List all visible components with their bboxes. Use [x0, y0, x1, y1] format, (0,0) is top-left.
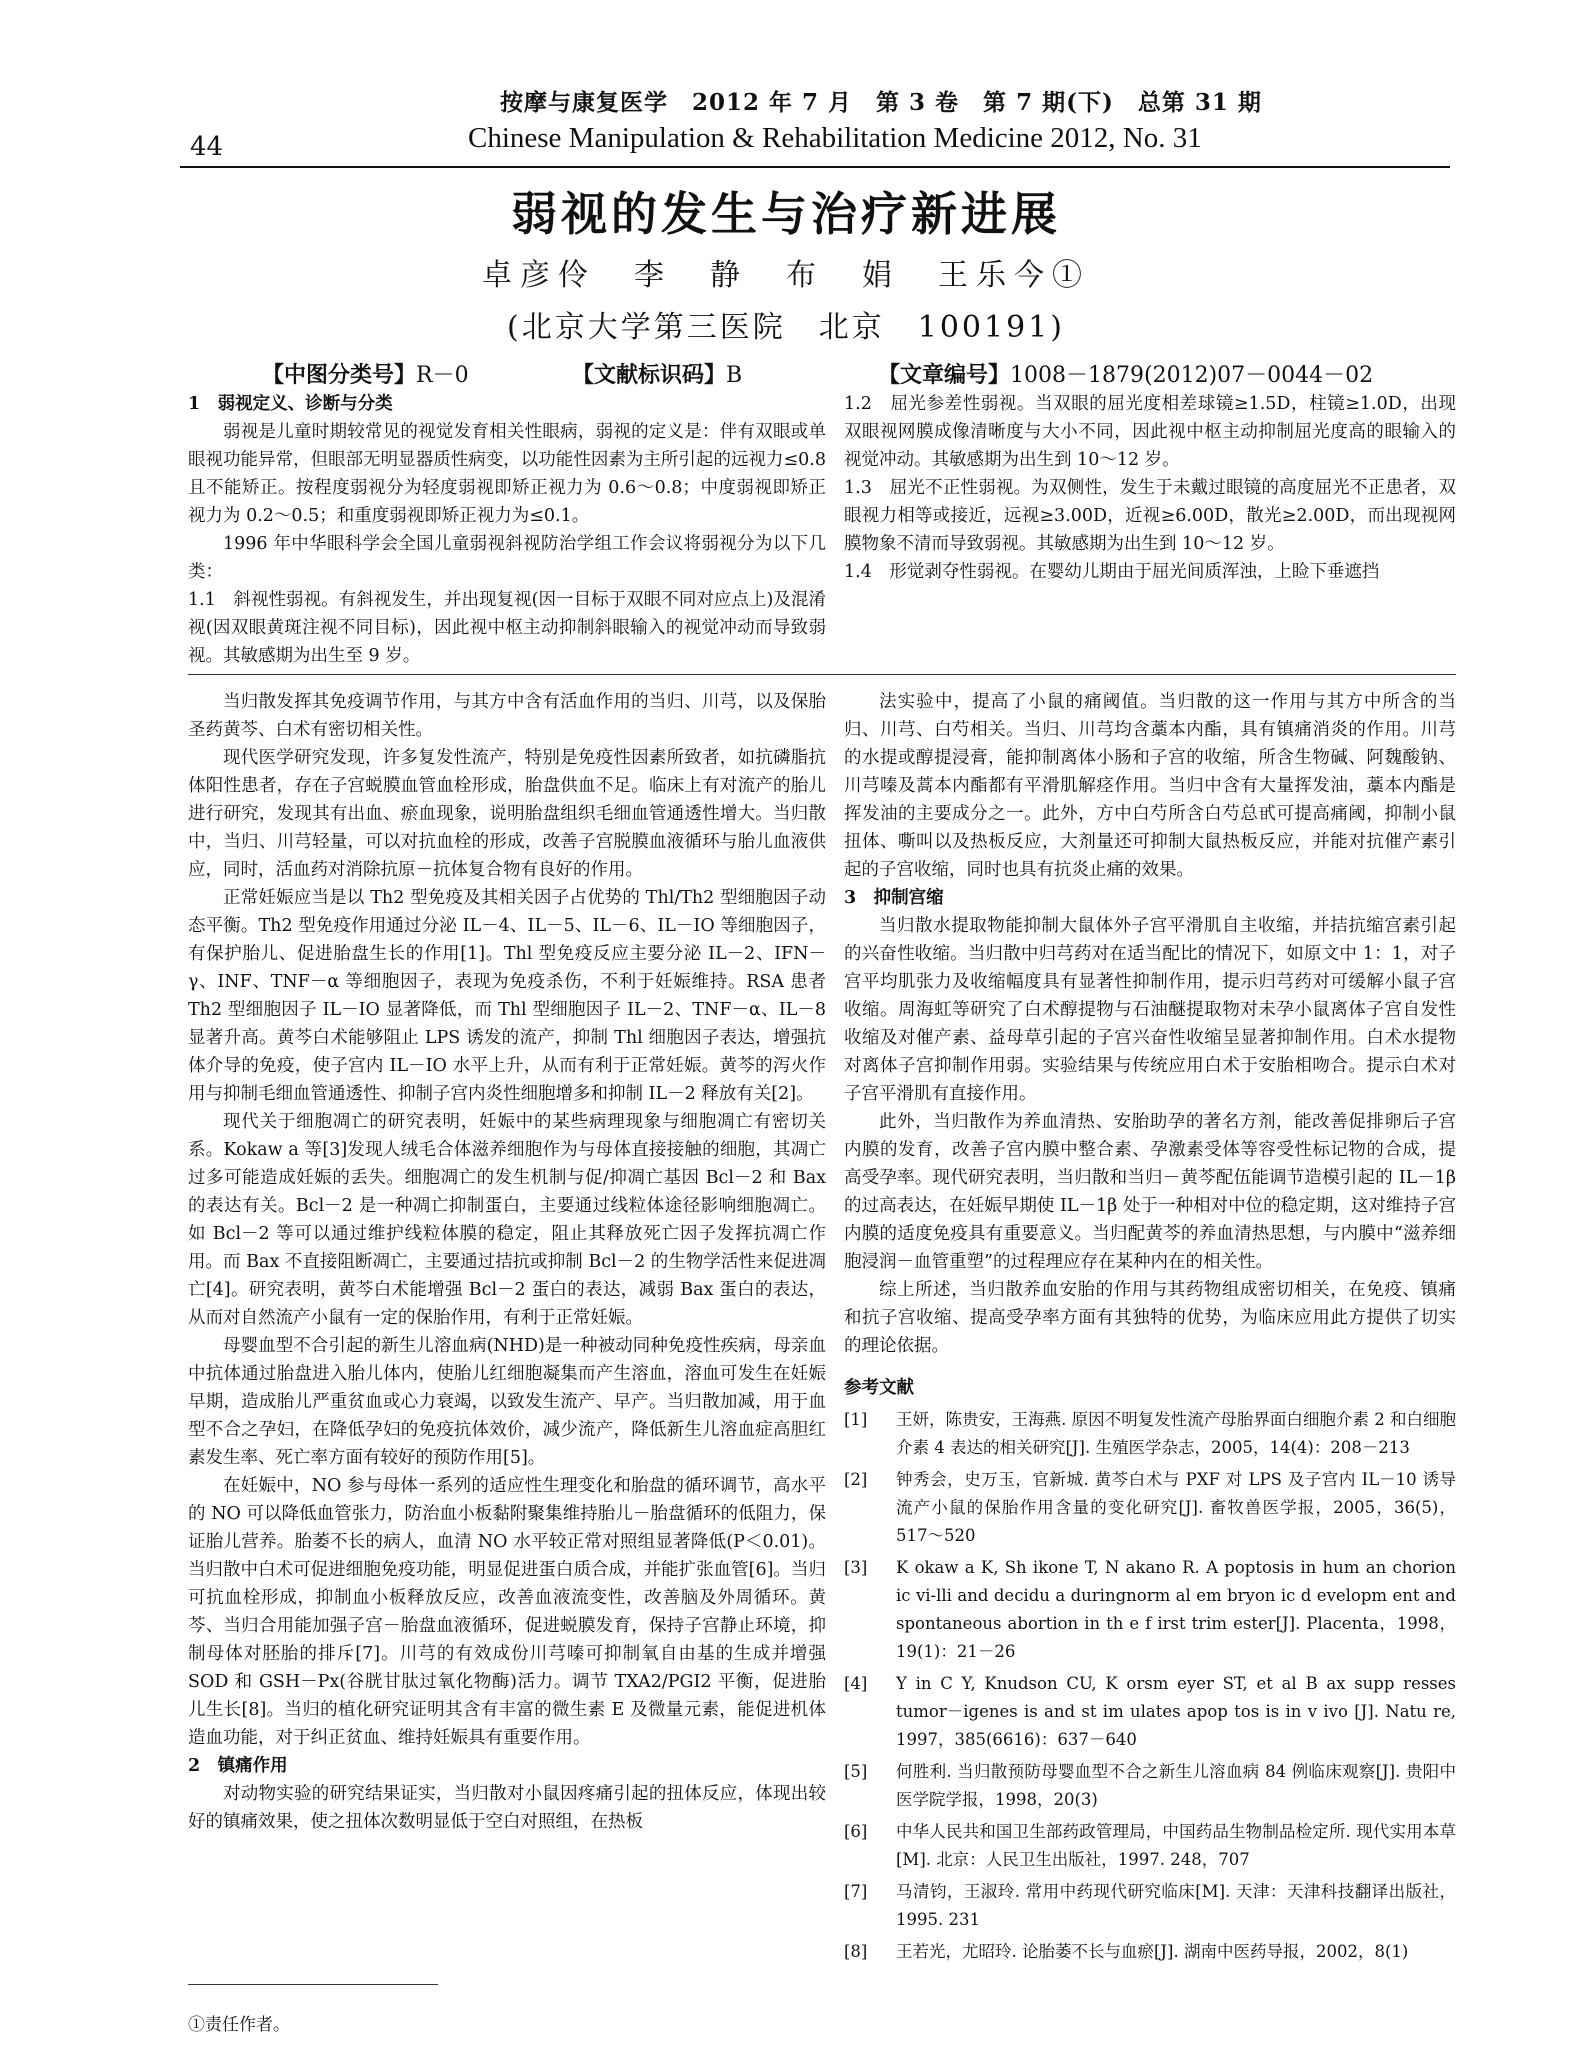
- paragraph: 1.3 屈光不正性弱视。为双侧性，发生于未戴过眼镜的高度屈光不正患者，双眼视力相等或接近，远视≥3.00D，近视≥6.00D，散光≥2.00D，而出现视网膜物象不清而导致弱视。其敏感期为出生到 10～12 岁。: [844, 478, 1456, 554]
- footnote: ①责任作者。: [188, 2015, 290, 2035]
- section-heading: 3 抑制宫缩: [844, 888, 944, 908]
- paragraph: 当归散发挥其免疫调节作用，与其方中含有活血作用的当归、川芎，以及保胎圣药黄芩、白术有密切相关性。: [188, 692, 826, 740]
- reference-item: [844, 1758, 1456, 1814]
- reference-text: 王妍，陈贵安，王海燕. 原因不明复发性流产母胎界面白细胞介素 2 和白细胞介素 4 表达的相关研究[J]. 生殖医学杂志，2005，14(4)：208－213: [896, 1410, 1456, 1457]
- references-list: [844, 1406, 1456, 1966]
- paragraph: 法实验中，提高了小鼠的痛阈值。当归散的这一作用与其方中所含的当归、川芎、白芍相关。当归、川芎均含藁本内酯，具有镇痛消炎的作用。川芎的水提或醇提浸膏，能抑制离体小肠和子宫的收缩，所含生物碱、阿魏酸钠、川芎嗪及蒿本内酯都有平滑肌解痉作用。当归中含有大量挥发油，藁本内酯是挥发油的主要成分之一。此外，方中白芍所含白芍总甙可提高痛阈，抑制小鼠扭体、嘶叫以及热板反应，大剂量还可抑制大鼠热板反应，并能对抗催产素引起的子宫收缩，同时也具有抗炎止痛的效果。: [844, 692, 1456, 880]
- reference-item: [844, 1878, 1456, 1934]
- journal-header-cn: 按摩与康复医学 2012 年 7 月 第 3 卷 第 7 期(下) 总第 31 期: [500, 89, 1262, 116]
- reference-text: 王若光，尤昭玲. 论胎萎不长与血瘀[J]. 湖南中医药导报，2002，8(1): [896, 1942, 1409, 1961]
- paragraph: 弱视是儿童时期较常见的视觉发育相关性眼病，弱视的定义是：伴有双眼或单眼视功能异常，但眼部无明显器质性病变，以功能性因素为主所引起的远视力≤0.8 且不能矫正。按程度弱视分为轻度弱视即矫正视力为 0.6～0.8；中度弱视即矫正视力为 0.2～0.5；和重度弱视即矫正视力为≤0.1。: [188, 422, 826, 526]
- paragraph: 1.2 屈光参差性弱视。当双眼的屈光度相差球镜≥1.5D，柱镜≥1.0D，出现双眼视网膜成像清晰度与大小不同，因此视中枢主动抑制屈光度高的眼输入的视觉冲动。其敏感期为出生到 10～12 岁。: [844, 394, 1456, 470]
- paragraph: 1.4 形觉剥夺性弱视。在婴幼儿期由于屈光间质浑浊，上睑下垂遮挡: [844, 562, 1380, 582]
- paragraph: 此外，当归散作为养血清热、安胎助孕的著名方剂，能改善促排卵后子宫内膜的发育，改善子宫内膜中整合素、孕激素受体等容受性标记物的合成，提高受孕率。现代研究表明，当归散和当归－黄芩配伍能调节造模引起的 IL－1β 的过高表达，在妊娠早期使 IL－1β 处于一种相对中位的稳定期，这对维持子宫内膜的适度免疫具有重要意义。当归配黄芩的养血清热思想，与内膜中“滋养细胞浸润－血管重塑”的过程理应存在某种内在的相关性。: [844, 1112, 1456, 1272]
- article-number-label: 【文章编号】: [878, 362, 1011, 388]
- paragraph: 正常妊娠应当是以 Th2 型免疫及其相关因子占优势的 Thl/Th2 型细胞因子动态平衡。Th2 型免疫作用通过分泌 IL－4、IL－5、IL－6、IL－IO 等细胞因子，有保护胎儿、促进胎盘生长的作用[1]。Thl 型免疫反应主要分泌 IL－2、IFN－γ、INF、TNF－α 等细胞因子，表现为免疫杀伤，不利于妊娠维持。RSA 患者 Th2 型细胞因子 IL－IO 显著降低，而 Thl 型细胞因子 IL－2、TNF－α、IL－8 显著升高。黄芩白术能够阻止 LPS 诱发的流产，抑制 Thl 细胞因子表达，增强抗体介导的免疫，使子宫内 IL－IO 水平上升，从而有利于正常妊娠。黄芩的泻火作用与抑制毛细血管通透性、抑制子宫内炎性细胞增多和抑制 IL－2 释放有关[2]。: [188, 888, 826, 1104]
- article-affiliation: (北京大学第三医院 北京 100191): [507, 310, 1065, 345]
- paragraph: 对动物实验的研究结果证实，当归散对小鼠因疼痛引起的扭体反应，体现出较好的镇痛效果，使之扭体次数明显低于空白对照组，在热板: [188, 1784, 826, 1832]
- body-right-column: [844, 688, 1456, 1966]
- article-number-value: 1008－1879(2012)07－0044－02: [1010, 363, 1374, 388]
- section-heading: 2 镇痛作用: [188, 1756, 288, 1776]
- article-divider: [188, 674, 1456, 675]
- reference-item: [844, 1818, 1456, 1874]
- body-left-column: [188, 688, 826, 1836]
- reference-text: 钟秀会，史万玉，官新城. 黄芩白术与 PXF 对 LPS 及子宫内 IL－10 诱导流产小鼠的保胎作用含量的变化研究[J]. 畜牧兽医学报，2005，36(5)，517～520: [896, 1470, 1456, 1545]
- clc-label: 【中图分类号】: [262, 362, 417, 388]
- clc-value: R－0: [416, 363, 469, 388]
- paragraph: 综上所述，当归散养血安胎的作用与其药物组成密切相关，在免疫、镇痛和抗子宫收缩、提高受孕率方面有其独特的优势，为临床应用此方提供了切实的理论依据。: [844, 1280, 1456, 1356]
- paragraph: 在妊娠中，NO 参与母体一系列的适应性生理变化和胎盘的循环调节，高水平的 NO 可以降低血管张力，防治血小板黏附聚集维持胎儿－胎盘循环的低阻力，保证胎儿营养。胎萎不长的病人，血清 NO 水平较正常对照组显著降低(P＜0.01)。当归散中白术可促进细胞免疫功能，明显促进蛋白质合成，并能扩张血管[6]。当归可抗血栓形成，抑制血小板释放反应，改善血液流变性，改善脑及外周循环。黄芩、当归合用能加强子宫－胎盘血液循环，促进蜕膜发育，保持子宫静止环境，抑制母体对胚胎的排斥[7]。川芎的有效成份川芎嗪可抑制氧自由基的生成并增强 SOD 和 GSH－Px(谷胱甘肽过氧化物酶)活力。调节 TXA2/PGI2 平衡，促进胎儿生长[8]。当归的植化研究证明其含有丰富的微生素 E 及微量元素，能促进机体造血功能，对于纠正贫血、维持妊娠具有重要作用。: [188, 1476, 826, 1748]
- reference-text: 马清钧，王淑玲. 常用中药现代研究临床[M]. 天津：天津科技翻译出版社，1995. 231: [896, 1882, 1456, 1929]
- reference-text: 何胜利. 当归散预防母婴血型不合之新生儿溶血病 84 例临床观察[J]. 贵阳中医学院学报，1998，20(3): [896, 1762, 1456, 1809]
- footnote-divider: [188, 1984, 438, 1985]
- reference-number: [6]: [844, 1822, 868, 1841]
- article-authors: 卓彦伶 李 静 布 娟 王乐今①: [482, 258, 1090, 293]
- reference-item: [844, 1670, 1456, 1754]
- reference-text: K okaw a K, Sh ikone T, N akano R. A poptosis in hum an chorion ic vi-lli and decidu a duringnorm al em bryon ic d evelopm ent and spontaneous abortion in th e f irst trim ester[J]. Placenta，1998，19(1)：21－26: [896, 1558, 1456, 1661]
- page-number: 44: [190, 132, 224, 162]
- section1-left-column: [188, 390, 826, 670]
- clc-number: [262, 358, 469, 389]
- paragraph: 1996 年中华眼科学会全国儿童弱视斜视防治学组工作会议将弱视分为以下几类：: [188, 534, 826, 582]
- reference-number: [3]: [844, 1558, 868, 1577]
- paragraph: 当归散水提取物能抑制大鼠体外子宫平滑肌自主收缩，并拮抗缩宫素引起的兴奋性收缩。当归散中归芎药对在适当配比的情况下，如原文中 1：1，对子宫平均肌张力及收缩幅度具有显著性抑制作用，提示归芎药对可缓解小鼠子宫收缩。周海虹等研究了白术醇提物与石油醚提取物对未孕小鼠离体子宫自发性收缩及对催产素、益母草引起的子宫兴奋性收缩呈显著抑制作用。白术水提物对离体子宫抑制作用弱。实验结果与传统应用白术于安胎相吻合。提示白术对子宫平滑肌有直接作用。: [844, 916, 1456, 1104]
- reference-item: [844, 1938, 1456, 1966]
- reference-text: 中华人民共和国卫生部药政管理局，中国药品生物制品检定所. 现代实用本草[M]. 北京：人民卫生出版社，1997. 248，707: [896, 1822, 1456, 1869]
- article-number: [878, 358, 1373, 389]
- reference-item: [844, 1466, 1456, 1550]
- paragraph: 1.1 斜视性弱视。有斜视发生，并出现复视(因一目标于双眼不同对应点上)及混淆视(因双眼黄斑注视不同目标)，因此视中枢主动抑制斜眼输入的视觉冲动而导致弱视。其敏感期为出生至 9 岁。: [188, 590, 826, 666]
- reference-number: [8]: [844, 1942, 868, 1961]
- reference-number: [4]: [844, 1674, 868, 1693]
- paragraph: 现代关于细胞凋亡的研究表明，妊娠中的某些病理现象与细胞凋亡有密切关系。Kokaw a 等[3]发现人绒毛合体滋养细胞作为与母体直接接触的细胞，其凋亡过多可能造成妊娠的丢失。细胞凋亡的发生机制与促/抑凋亡基因 Bcl－2 和 Bax 的表达有关。Bcl－2 是一种凋亡抑制蛋白，主要通过线粒体途径影响细胞凋亡。如 Bcl－2 等可以通过维护线粒体膜的稳定，阻止其释放死亡因子发挥抗凋亡作用。而 Bax 不直接阻断凋亡，主要通过拮抗或抑制 Bcl－2 的生物学活性来促进凋亡[4]。研究表明，黄芩白术能增强 Bcl－2 蛋白的表达，减弱 Bax 蛋白的表达，从而对自然流产小鼠有一定的保胎作用，有利于正常妊娠。: [188, 1112, 826, 1328]
- reference-item: [844, 1554, 1456, 1666]
- reference-number: [1]: [844, 1410, 868, 1429]
- header-divider: [180, 166, 1450, 168]
- journal-header-en: Chinese Manipulation & Rehabilitation Medicine 2012, No. 31: [468, 122, 1202, 154]
- doc-code-value: B: [726, 363, 743, 388]
- reference-number: [5]: [844, 1762, 868, 1781]
- reference-number: [7]: [844, 1882, 868, 1901]
- reference-number: [2]: [844, 1470, 868, 1489]
- section1-right-column: [844, 390, 1456, 586]
- document-code: [572, 358, 742, 389]
- section-heading: 1 弱视定义、诊断与分类: [188, 394, 393, 414]
- reference-item: [844, 1406, 1456, 1462]
- article-title: 弱视的发生与治疗新进展: [511, 187, 1061, 241]
- paragraph: 现代医学研究发现，许多复发性流产，特别是免疫性因素所致者，如抗磷脂抗体阳性患者，存在子宫蜕膜血管血栓形成，胎盘供血不足。临床上有对流产的胎儿进行研究，发现其有出血、瘀血现象，说明胎盘组织毛细血管通透性增大。当归散中，当归、川芎轻量，可以对抗血栓的形成，改善子宫脱膜血液循环与胎儿血液供应，同时，活血药对消除抗原－抗体复合物有良好的作用。: [188, 748, 826, 880]
- references-heading: 参考文献: [844, 1378, 914, 1398]
- reference-text: Y in C Y, Knudson CU, K orsm eyer ST, et al B ax supp resses tumor－igenes is and st im ulates apop tos is in v ivo [J]. Natu re, 1997，385(6616)：637－640: [896, 1674, 1456, 1749]
- paragraph: 母婴血型不合引起的新生儿溶血病(NHD)是一种被动同种免疫性疾病，母亲血中抗体通过胎盘进入胎儿体内，使胎儿红细胞凝集而产生溶血，溶血可发生在妊娠早期，造成胎儿严重贫血或心力衰竭，以致发生流产、早产。当归散加减，用于血型不合之孕妇，在降低孕妇的免疫抗体效价，减少流产，降低新生儿溶血症高胆红素发生率、死亡率方面有较好的预防作用[5]。: [188, 1336, 826, 1468]
- doc-code-label: 【文献标识码】: [572, 362, 727, 388]
